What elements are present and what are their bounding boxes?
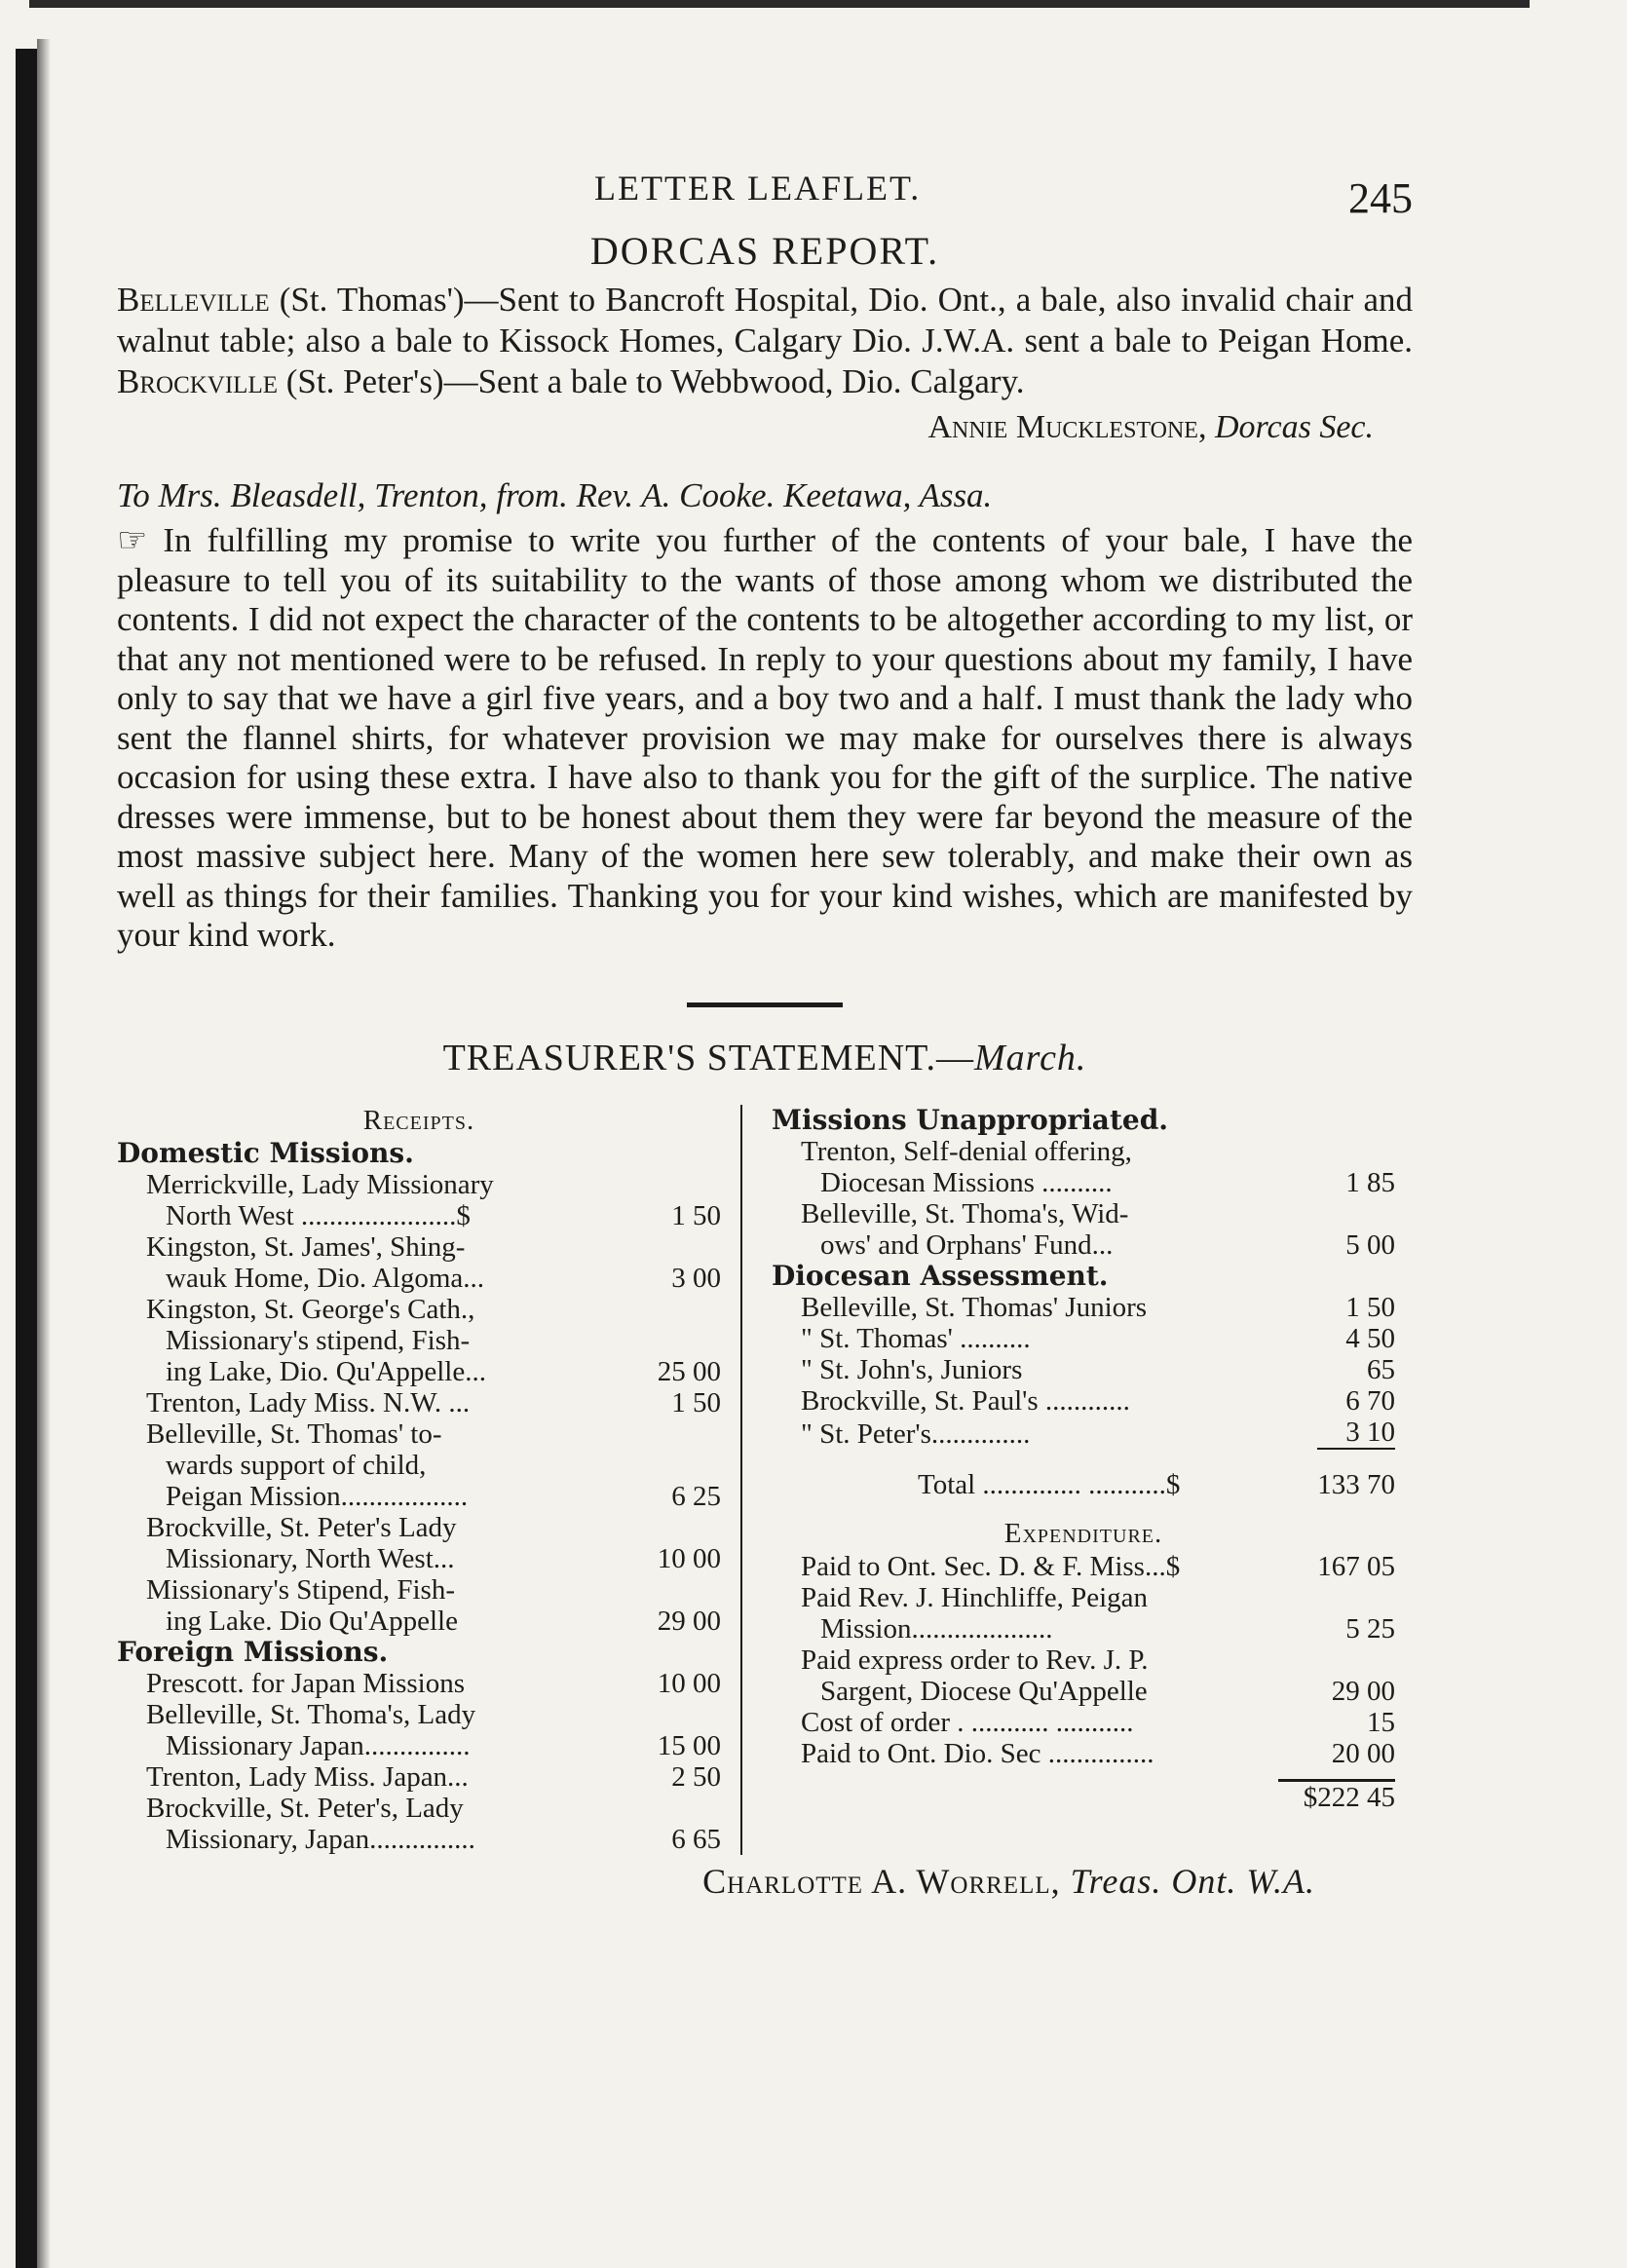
entry-continuation: North West ......................$ xyxy=(166,1199,471,1231)
ledger-entry xyxy=(117,1574,721,1637)
pointing-hand-icon: ☞ xyxy=(117,521,148,559)
ledger-entry xyxy=(117,1761,721,1793)
ledger-entry xyxy=(772,1551,1395,1582)
entry-amount: 5 25 xyxy=(1345,1612,1395,1644)
dorcas-signature xyxy=(117,406,1374,449)
entry-label: Kingston, St. James', Shing- xyxy=(146,1230,466,1263)
ledger-entry xyxy=(772,1136,1395,1198)
letter-heading: To Mrs. Bleasdell, Trenton, from. Rev. A. Cooke. Keetawa, Assa. xyxy=(117,476,993,514)
entry-continuation: Mission.................... xyxy=(820,1612,1053,1644)
entry-label: Belleville, St. Thomas' Juniors xyxy=(801,1291,1148,1323)
entry-continuation: Peigan Mission.................. xyxy=(166,1480,469,1512)
entry-label: Prescott. for Japan Missions xyxy=(146,1667,466,1699)
entry-amount: 1 50 xyxy=(1345,1291,1395,1323)
entry-label: Brockville, St. Paul's ............ xyxy=(801,1384,1130,1417)
entry-label: Belleville, St. Thomas' to- xyxy=(146,1418,442,1450)
right-column xyxy=(740,1105,1395,1855)
ledger-entry xyxy=(772,1354,1395,1385)
foreign-missions-list xyxy=(117,1668,721,1855)
entry-label: Trenton, Self-denial offering, xyxy=(801,1135,1132,1167)
section-divider xyxy=(687,1002,843,1007)
entry-label: Cost of order . ........... ........... xyxy=(801,1706,1134,1738)
treasurer-signature xyxy=(117,1861,1315,1902)
treasurer-signature-role: Treas. Ont. W.A. xyxy=(1070,1861,1315,1901)
ledger-entry xyxy=(772,1385,1395,1417)
entry-amount: 29 00 xyxy=(1331,1675,1395,1707)
ledger-entry xyxy=(772,1417,1395,1450)
dorcas-report xyxy=(117,228,1413,449)
entry-continuation: Diocesan Missions .......... xyxy=(820,1166,1113,1198)
running-title: LETTER LEAFLET. xyxy=(594,169,922,208)
entry-label: Brockville, St. Peter's, Lady xyxy=(146,1792,464,1824)
entry-label: Paid express order to Rev. J. P. xyxy=(801,1644,1149,1676)
entry-continuation: wauk Home, Dio. Algoma... xyxy=(166,1262,485,1294)
entry-continuation: Sargent, Diocese Qu'Appelle xyxy=(820,1675,1148,1707)
total-amount: 133 70 xyxy=(1317,1468,1395,1500)
entry-label: Brockville, St. Peter's Lady xyxy=(146,1511,457,1543)
dorcas-text-1: (St. Thomas')—Sent to Bancroft Hospital, Dio. Ont., a bale, also invalid chair and walnut table; also a bale to Kissock Homes, Calgary Dio. J.W.A. sent a bale to Peigan Home. xyxy=(117,281,1413,359)
dorcas-place-belleville: Belleville xyxy=(117,281,270,319)
entry-amount: 6 65 xyxy=(671,1823,721,1855)
entry-amount: 20 00 xyxy=(1331,1737,1395,1769)
entry-amount: 2 50 xyxy=(671,1760,721,1793)
entry-amount: 15 00 xyxy=(657,1729,721,1761)
entry-label: Missionary's Stipend, Fish- xyxy=(146,1573,456,1606)
entry-continuation: Missionary's stipend, Fish- xyxy=(166,1324,471,1356)
entry-amount: 25 00 xyxy=(657,1355,721,1387)
page-number: 245 xyxy=(1348,174,1413,222)
grand-total-amount: $222 45 xyxy=(1303,1781,1395,1813)
running-head xyxy=(117,146,1413,224)
entry-label: " St. John's, Juniors xyxy=(801,1353,1023,1385)
ledger-entry xyxy=(772,1738,1395,1769)
entry-amount: 29 00 xyxy=(657,1605,721,1637)
dorcas-place-brockville: Brockville xyxy=(117,362,278,400)
diocesan-assessment-list xyxy=(772,1292,1395,1450)
entry-label: Kingston, St. George's Cath., xyxy=(146,1293,475,1325)
entry-amount: 3 10 xyxy=(1317,1417,1395,1450)
entry-amount: 1 50 xyxy=(671,1199,721,1231)
entry-continuation: ows' and Orphans' Fund... xyxy=(820,1228,1114,1261)
ledger-entry xyxy=(117,1387,721,1418)
entry-amount: 167 05 xyxy=(1317,1550,1395,1582)
treasurer-title-text: TREASURER'S STATEMENT.— xyxy=(442,1037,975,1078)
entry-continuation: Missionary Japan............... xyxy=(166,1729,471,1761)
entry-amount: 6 25 xyxy=(671,1480,721,1512)
entry-label: Belleville, St. Thoma's, Wid- xyxy=(801,1197,1129,1229)
entry-label: " St. Thomas' .......... xyxy=(801,1322,1031,1354)
receipts-column xyxy=(117,1105,740,1855)
ledger-entry xyxy=(772,1292,1395,1323)
domestic-missions-heading: Domestic Missions. xyxy=(117,1136,414,1169)
scan-edge-left xyxy=(16,49,37,2268)
ledger-entry xyxy=(117,1512,721,1574)
treasurer-signature-name: Charlotte A. Worrell, xyxy=(702,1861,1061,1901)
entry-label: Paid Rev. J. Hinchliffe, Peigan xyxy=(801,1581,1149,1613)
treasurer-title xyxy=(117,1037,1413,1079)
entry-amount: 10 00 xyxy=(657,1542,721,1574)
scan-shadow-left xyxy=(37,39,51,2268)
total-label: Total .............. ...........$ xyxy=(918,1468,1181,1500)
ledger-entry xyxy=(772,1323,1395,1354)
entry-label: Trenton, Lady Miss. Japan... xyxy=(146,1760,469,1793)
entry-amount: 5 00 xyxy=(1345,1228,1395,1261)
letter xyxy=(117,474,1413,956)
entry-amount: 1 85 xyxy=(1345,1166,1395,1198)
ledger-entry xyxy=(772,1644,1395,1707)
page xyxy=(117,146,1413,1902)
entry-continuation: Missionary, Japan............... xyxy=(166,1823,475,1855)
diocesan-assessment-heading: Diocesan Assessment. xyxy=(772,1259,1109,1292)
entry-amount: 4 50 xyxy=(1345,1322,1395,1354)
dorcas-signature-name: Annie Mucklestone, xyxy=(927,409,1207,445)
ledger-entry xyxy=(117,1169,721,1231)
entry-amount: 65 xyxy=(1367,1353,1395,1385)
entry-amount: 6 70 xyxy=(1345,1384,1395,1417)
treasurer-statement xyxy=(117,1105,1413,1855)
letter-body-text: In fulfilling my promise to write you further of the contents of your bale, I have the pleasure to tell you of its suitability to the wants of those among whom we distributed the contents. I did not expect the character of the contents to be altogether according to my list, or that any not mentioned were to be refused. In reply to your questions about my family, I have only to say that we have a girl five years, and a boy two and a half. I must thank the lady who sent the flannel shirts, for whatever provision we may make for ourselves there is always occasion for using these extra. I have also to thank you for the gift of the surplice. The native dresses were immense, but to be honest about them they were far beyond the measure of the most massive subject here. Many of the women here sew tolerably, and make their own as well as things for their families. Thanking you for your kind wishes, which are manifested by your kind work. xyxy=(117,521,1414,954)
ledger-entry xyxy=(772,1582,1395,1644)
dorcas-title: DORCAS REPORT. xyxy=(589,229,940,273)
foreign-missions-heading: Foreign Missions. xyxy=(117,1635,389,1668)
entry-label: Merrickville, Lady Missionary xyxy=(146,1168,494,1200)
grand-total-row xyxy=(772,1782,1395,1813)
entry-continuation: ing Lake, Dio. Qu'Appelle... xyxy=(166,1355,486,1387)
ledger-entry xyxy=(117,1668,721,1699)
entry-amount: 10 00 xyxy=(657,1667,721,1699)
ledger-entry xyxy=(117,1699,721,1761)
ledger-entry xyxy=(117,1793,721,1855)
ledger-entry xyxy=(117,1231,721,1294)
entry-label: Belleville, St. Thoma's, Lady xyxy=(146,1698,476,1730)
entry-label: Paid to Ont. Dio. Sec ............... xyxy=(801,1737,1154,1769)
ledger-entry xyxy=(117,1294,721,1387)
receipts-total-row xyxy=(772,1469,1395,1500)
expenditure-heading: Expenditure. xyxy=(1003,1517,1163,1549)
dorcas-signature-role: Dorcas Sec. xyxy=(1214,409,1374,445)
dorcas-text-2: (St. Peter's)—Sent a bale to Webbwood, Dio. Calgary. xyxy=(278,362,1025,400)
entry-label: Paid to Ont. Sec. D. & F. Miss...$ xyxy=(801,1550,1181,1582)
treasurer-month: March. xyxy=(974,1037,1087,1078)
scan-edge-top xyxy=(29,0,1530,8)
entry-continuation: wards support of child, xyxy=(166,1449,427,1481)
expenditure-list xyxy=(772,1551,1395,1769)
missions-unappropriated-heading: Missions Unappropriated. xyxy=(772,1103,1169,1136)
entry-continuation: Missionary, North West... xyxy=(166,1542,455,1574)
ledger-entry xyxy=(772,1198,1395,1261)
receipts-heading: Receipts. xyxy=(362,1104,475,1136)
ledger-entry xyxy=(117,1418,721,1512)
domestic-missions-list xyxy=(117,1169,721,1637)
entry-continuation: ing Lake. Dio Qu'Appelle xyxy=(166,1605,458,1637)
entry-label: " St. Peter's.............. xyxy=(801,1418,1031,1450)
entry-amount: 1 50 xyxy=(671,1386,721,1418)
entry-amount: 15 xyxy=(1367,1706,1395,1738)
entry-amount: 3 00 xyxy=(671,1262,721,1294)
letter-body xyxy=(117,521,1413,956)
entry-label: Trenton, Lady Miss. N.W. ... xyxy=(146,1386,471,1418)
dorcas-paragraph xyxy=(117,280,1413,402)
ledger-entry xyxy=(772,1707,1395,1738)
missions-unappropriated-list xyxy=(772,1136,1395,1261)
